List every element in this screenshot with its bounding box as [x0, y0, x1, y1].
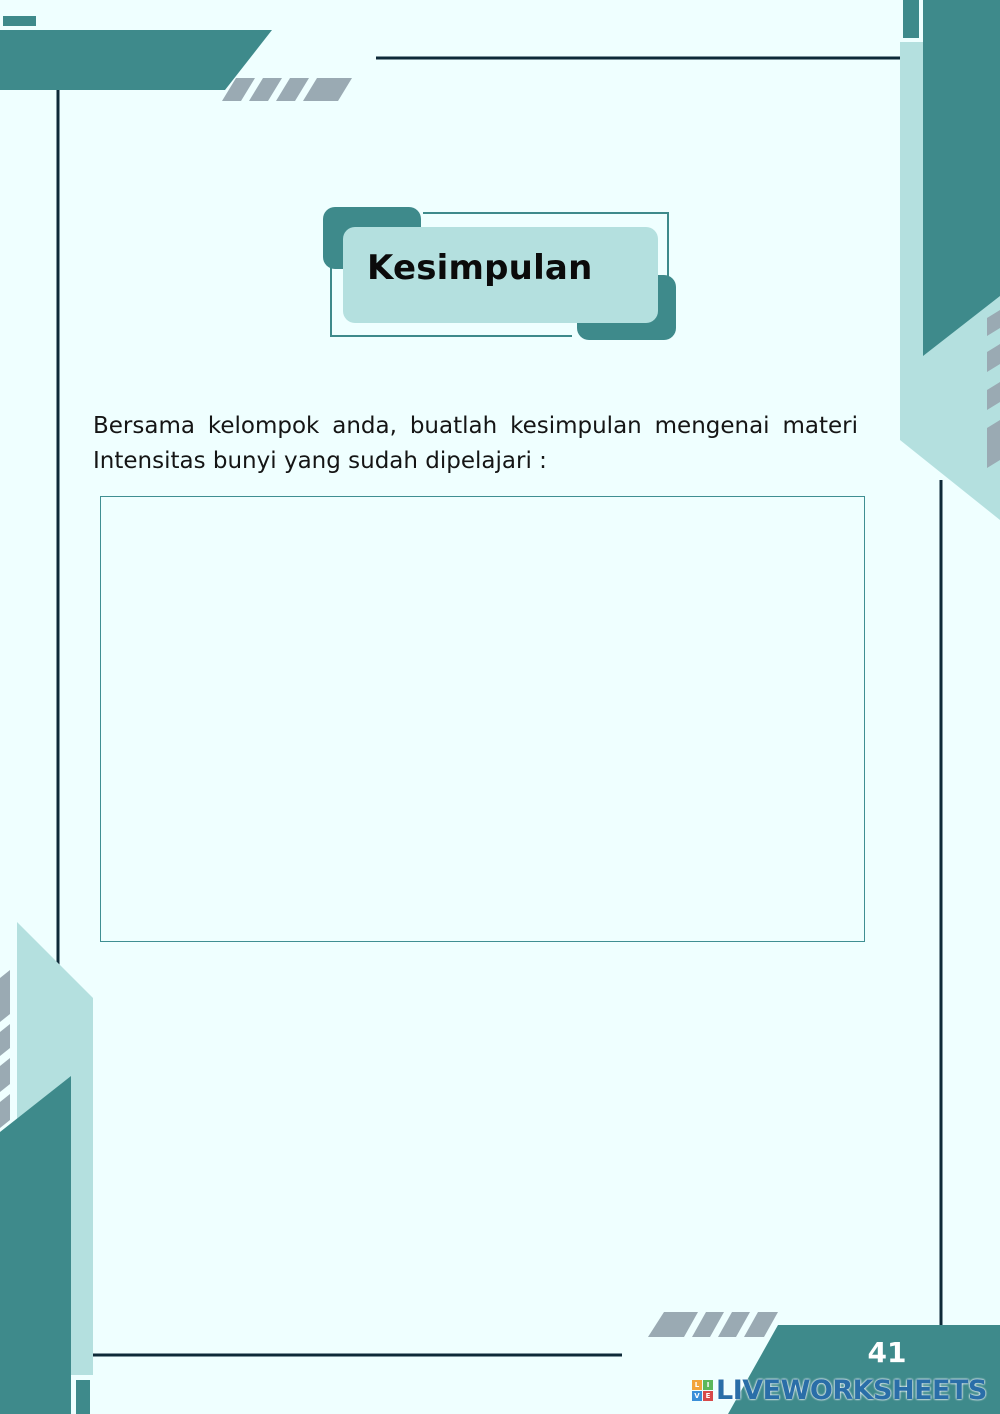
page-number: 41 — [867, 1336, 907, 1369]
liveworksheets-wordmark: LIVEWORKSHEETS — [716, 1374, 987, 1406]
liveworksheets-brand — [692, 1375, 987, 1405]
top-left-corner-decoration — [0, 16, 352, 101]
liveworksheets-logo-icon: L I V E — [692, 1380, 713, 1401]
conclusion-answer-box[interactable] — [100, 496, 865, 942]
instruction-text: Bersama kelompok anda, buatlah kesimpulan mengenai materi Intensitas bunyi yang sudah dipelajari : — [93, 413, 858, 474]
bottom-left-corner-decoration — [0, 922, 93, 1414]
page-title: Kesimpulan — [367, 248, 593, 288]
top-right-corner-decoration — [900, 0, 1000, 520]
